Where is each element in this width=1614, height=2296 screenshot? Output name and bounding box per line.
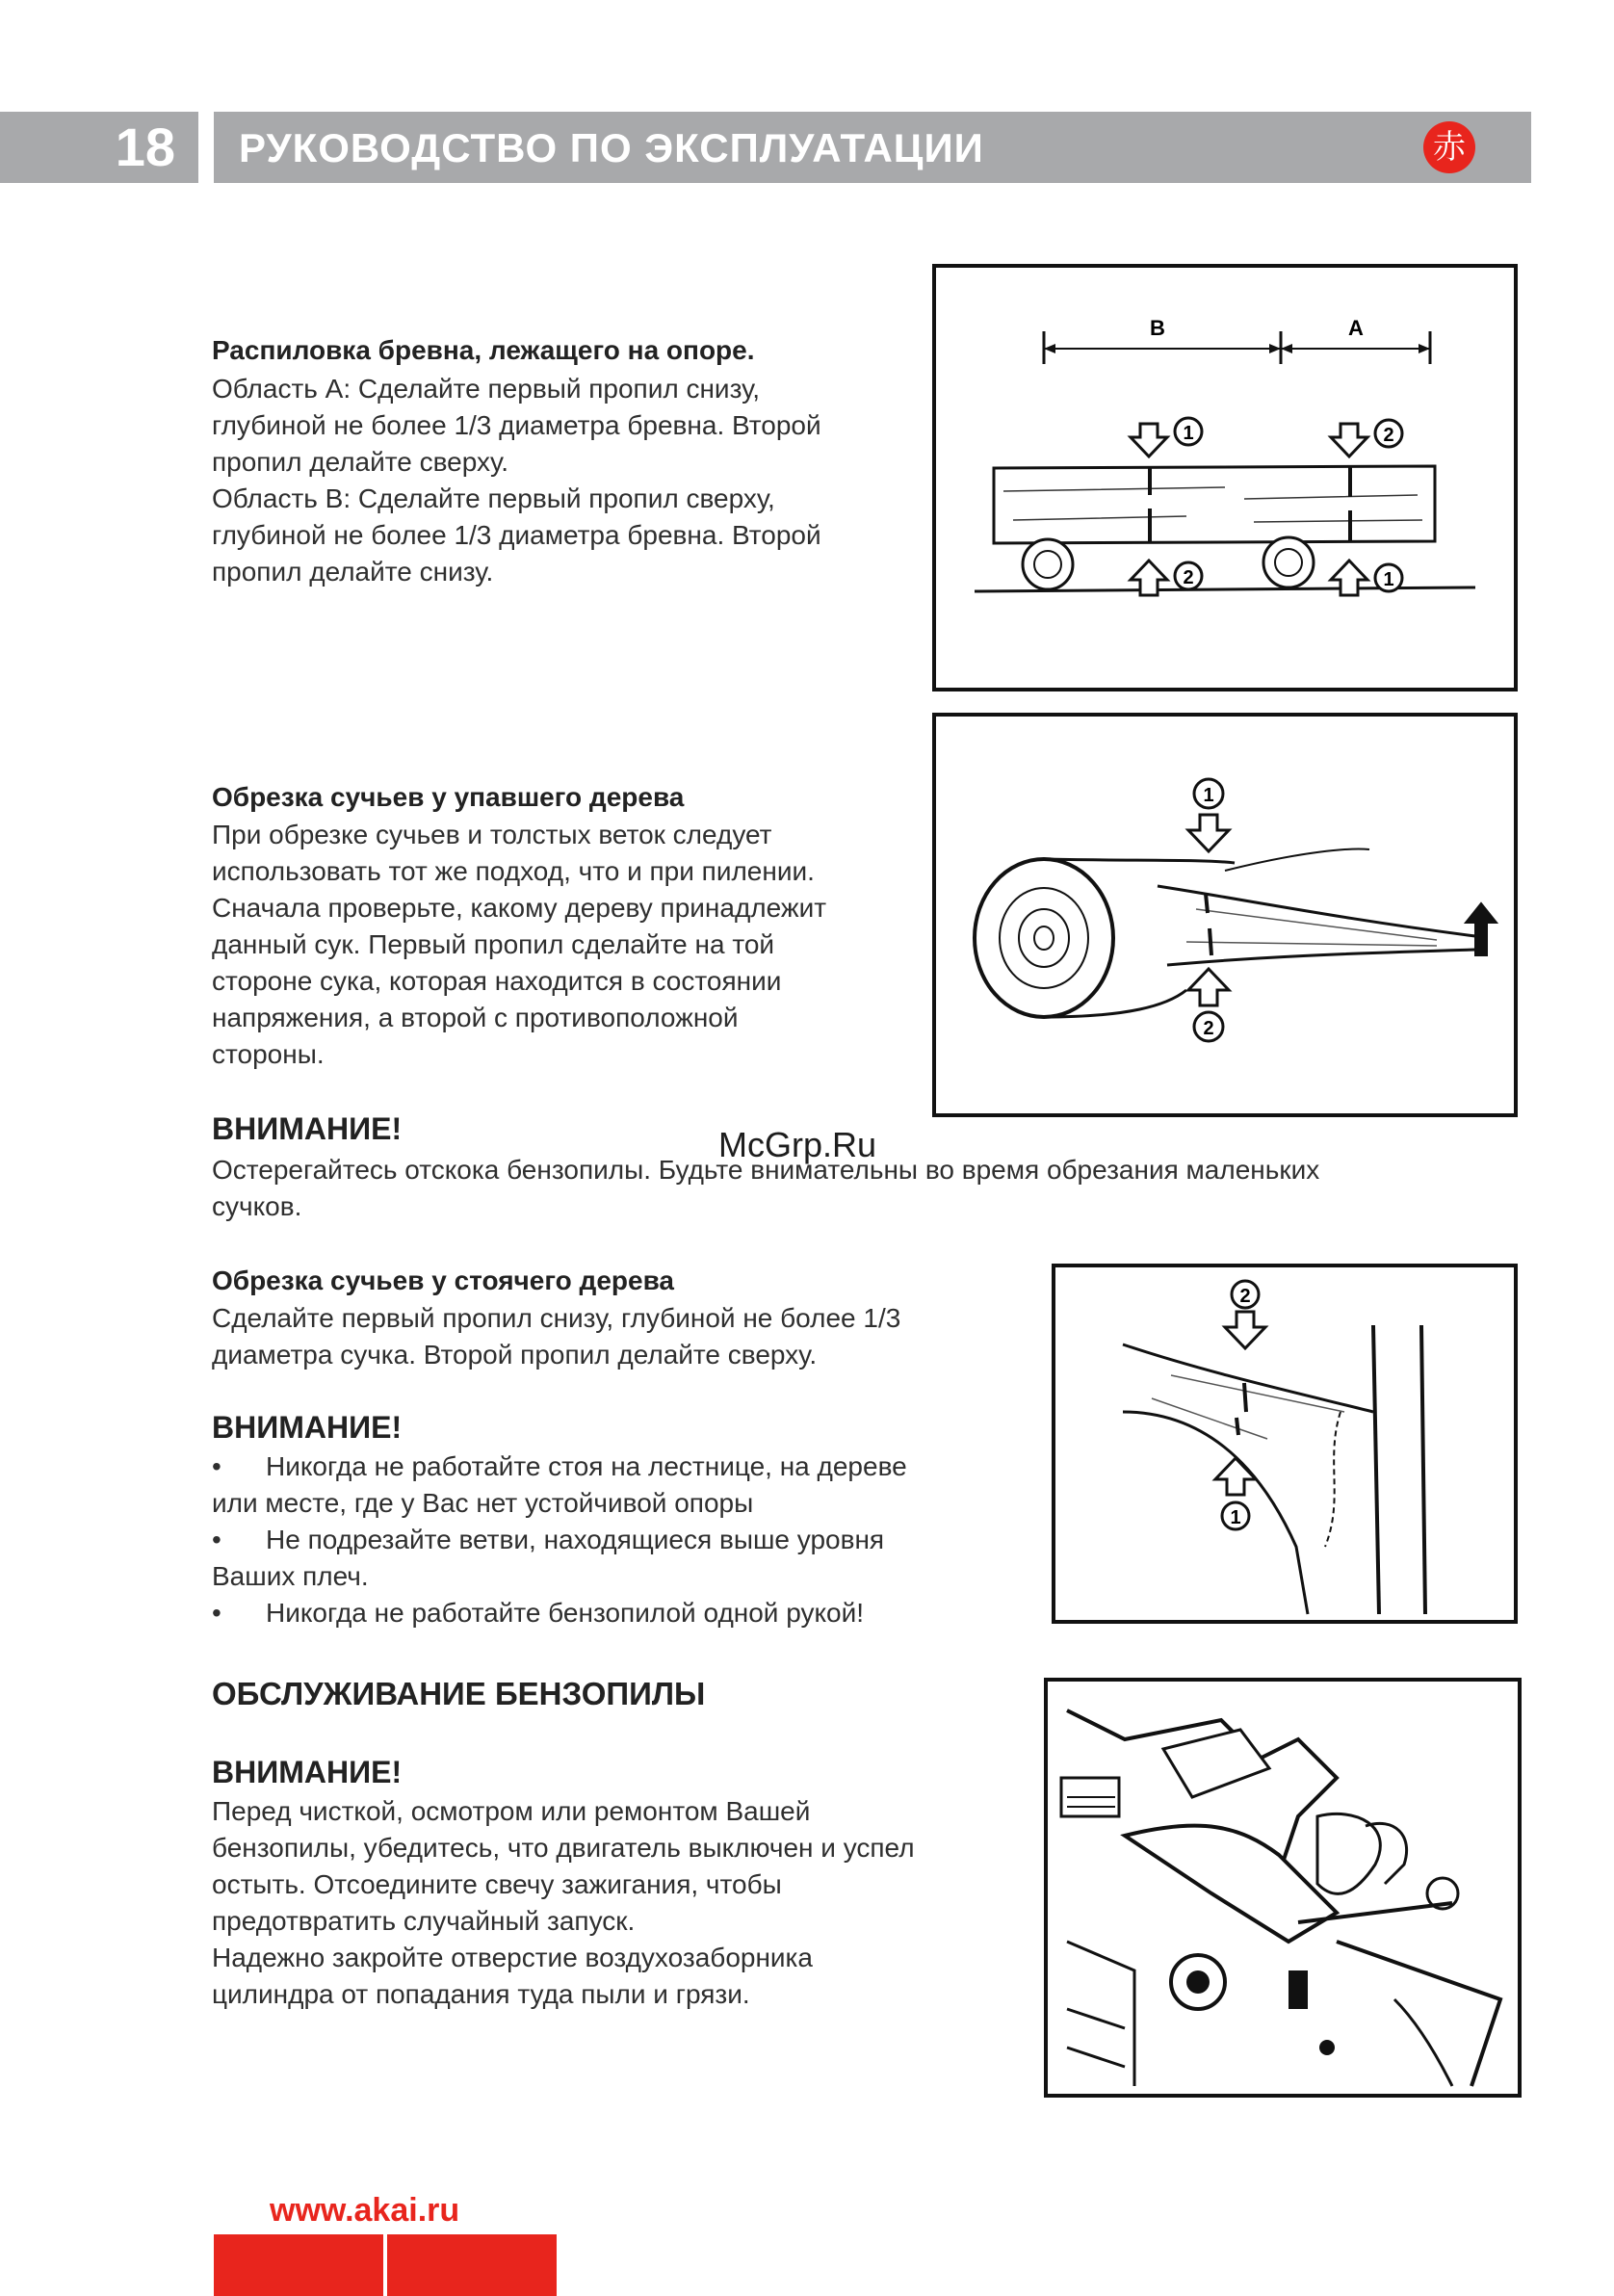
- section-log-on-support-title: Распиловка бревна, лежащего на опоре.: [212, 335, 755, 365]
- section-fallen-tree-text: [212, 817, 909, 1073]
- label-b: B: [1150, 316, 1165, 340]
- section-standing-tree-text: [212, 1300, 1034, 1373]
- footer-divider: [383, 2234, 387, 2296]
- svg-text:2: 2: [1203, 1018, 1214, 1039]
- fallen-tree-illustration: [936, 717, 1514, 1113]
- log-cutting-figure: [932, 264, 1518, 691]
- text-line: стороне сука, которая находится в состоянии: [212, 966, 782, 996]
- bullet-item: • Никогда не работайте стоя на лестнице, на дереве или месте, где у Вас нет устойчивой опоры: [212, 1448, 1034, 1522]
- text-line: Перед чисткой, осмотром или ремонтом Вашей: [212, 1796, 811, 1826]
- standing-tree-figure: [1052, 1264, 1518, 1624]
- section-standing-tree-title: Обрезка сучьев у стоячего дерева: [212, 1265, 674, 1295]
- text-line: Надежно закройте отверстие воздухозаборника: [212, 1943, 813, 1972]
- log-cutting-illustration: [936, 268, 1514, 688]
- footer-url-link[interactable]: www.akai.ru: [270, 2192, 460, 2229]
- watermark: McGrp.Ru: [718, 1125, 877, 1164]
- bullet-icon: •: [212, 1525, 221, 1554]
- text-line: пропил делайте сверху.: [212, 447, 508, 477]
- text-line: пропил делайте снизу.: [212, 557, 494, 587]
- text-line: глубиной не более 1/3 диаметра бревна. Второй: [212, 520, 821, 550]
- bullet-icon: •: [212, 1598, 221, 1628]
- svg-text:1: 1: [1383, 569, 1394, 590]
- maintenance-text: [212, 1793, 1019, 2013]
- text-line: остыть. Отсоедините свечу зажигания, чтобы: [212, 1869, 782, 1899]
- page-number: 18: [0, 112, 198, 183]
- chainsaw-engine-figure: [1044, 1678, 1522, 2098]
- chainsaw-engine-illustration: [1048, 1682, 1518, 2094]
- page-title: РУКОВОДСТВО ПО ЭКСПЛУАТАЦИИ: [239, 125, 984, 170]
- text-line: предотвратить случайный запуск.: [212, 1906, 636, 1936]
- svg-text:1: 1: [1230, 1507, 1241, 1528]
- akai-logo-icon: 赤: [1423, 121, 1475, 173]
- text-line: использовать тот же подход, что и при пилении.: [212, 856, 815, 886]
- section-log-on-support-text: [212, 371, 909, 590]
- maintenance-title: ОБСЛУЖИВАНИЕ БЕНЗОПИЛЫ: [212, 1676, 706, 1711]
- text-line: Остерегайтесь отскока бензопилы. Будьте внимательны во время обрезания маленьких: [212, 1155, 1320, 1185]
- text-line: При обрезке сучьев и толстых веток следует: [212, 820, 772, 849]
- svg-text:1: 1: [1183, 423, 1194, 444]
- text-line: цилиндра от попадания туда пыли и грязи.: [212, 1979, 750, 2009]
- text-line: Сделайте первый пропил снизу, глубиной не более 1/3: [212, 1303, 901, 1333]
- text-line: стороны.: [212, 1039, 325, 1069]
- standing-tree-illustration: [1055, 1267, 1514, 1620]
- fallen-tree-figure: [932, 713, 1518, 1117]
- bullet-item: • Никогда не работайте бензопилой одной рукой!: [212, 1595, 1034, 1631]
- warning-title: ВНИМАНИЕ!: [212, 1755, 403, 1789]
- section-fallen-tree-title: Обрезка сучьев у упавшего дерева: [212, 782, 685, 812]
- text-line: сучков.: [212, 1191, 302, 1221]
- warning-title: ВНИМАНИЕ!: [212, 1111, 403, 1146]
- bullet-item: • Не подрезайте ветви, находящиеся выше уровня Ваших плеч.: [212, 1522, 1034, 1595]
- text-line: бензопилы, убедитесь, что двигатель выключен и успел: [212, 1833, 915, 1863]
- svg-text:2: 2: [1183, 567, 1194, 588]
- text-line: Область А: Сделайте первый пропил снизу,: [212, 374, 761, 404]
- warning-bullet-list: [212, 1448, 1034, 1631]
- text-line: Область В: Сделайте первый пропил сверху,: [212, 483, 775, 513]
- bullet-icon: •: [212, 1451, 221, 1481]
- svg-text:2: 2: [1239, 1286, 1251, 1307]
- label-a: A: [1348, 316, 1364, 340]
- svg-text:1: 1: [1203, 785, 1214, 806]
- warning-title: ВНИМАНИЕ!: [212, 1410, 403, 1445]
- text-line: напряжения, а второй с противоположной: [212, 1003, 739, 1032]
- text-line: диаметра сучка. Второй пропил делайте сверху.: [212, 1340, 818, 1370]
- warning-kickback-text: [212, 1152, 1522, 1225]
- text-line: глубиной не более 1/3 диаметра бревна. Второй: [212, 410, 821, 440]
- svg-text:2: 2: [1383, 425, 1394, 446]
- text-line: данный сук. Первый пропил сделайте на той: [212, 929, 775, 959]
- text-line: Сначала проверьте, какому дереву принадлежит: [212, 893, 827, 923]
